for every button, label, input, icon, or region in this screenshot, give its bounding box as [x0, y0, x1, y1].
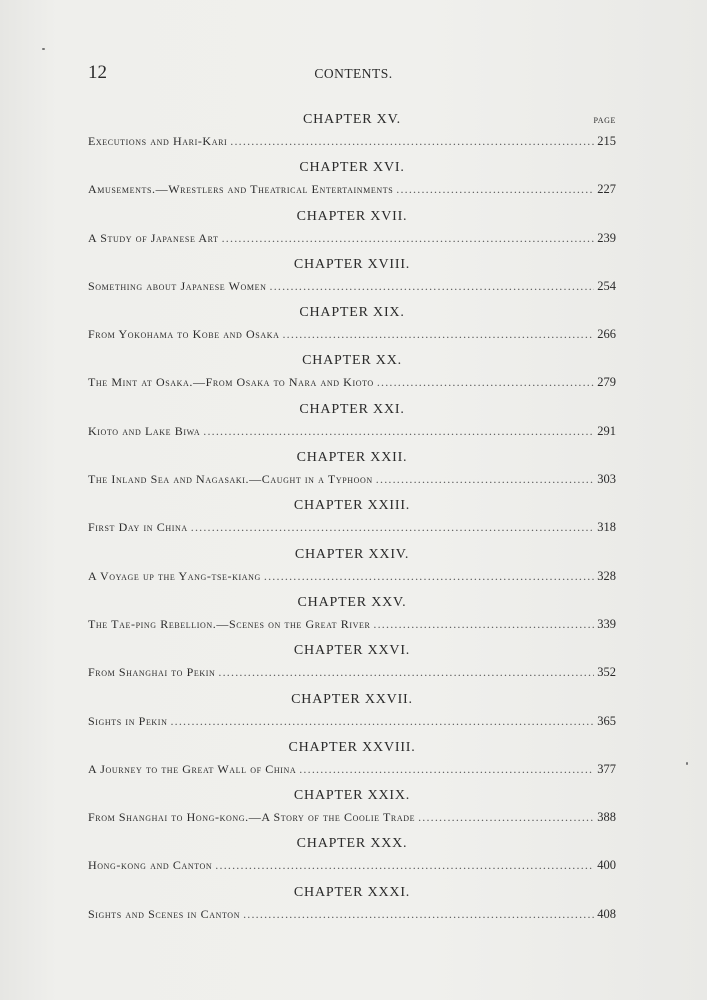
chapter-title: From Shanghai to Hong-kong.—A Story of the Coolie Trade — [88, 810, 416, 825]
chapter-heading: CHAPTER XVII. — [296, 208, 408, 224]
page-number: 12 — [88, 62, 107, 83]
toc-entry[interactable] — [88, 663, 616, 681]
chapter-heading: CHAPTER XXVIII. — [288, 739, 416, 755]
chapter-page-number: 377 — [597, 761, 616, 776]
toc-chapter — [88, 110, 616, 158]
toc-chapter — [88, 448, 616, 496]
dot-leader — [282, 325, 594, 343]
chapter-heading: CHAPTER XXIII. — [293, 498, 411, 514]
toc-chapter — [88, 738, 616, 786]
chapter-title: From Shanghai to Pekin — [88, 665, 216, 680]
toc-entry[interactable] — [88, 712, 616, 730]
chapter-heading: CHAPTER XVI. — [299, 160, 405, 176]
chapter-heading: CHAPTER XXI. — [299, 401, 405, 417]
chapter-page-number: 215 — [597, 134, 616, 148]
table-of-contents — [88, 110, 616, 931]
toc-chapter — [88, 496, 616, 544]
chapter-page-number: 291 — [597, 423, 616, 438]
toc-chapter — [88, 593, 616, 641]
chapter-title: Kioto and Lake Biwa — [88, 423, 201, 438]
chapter-heading: CHAPTER XXIV. — [294, 546, 410, 562]
toc-chapter — [88, 351, 616, 399]
chapter-title: Hong-kong and Canton — [88, 858, 213, 873]
chapter-title: From Yokohama to Kobe and Osaka — [88, 327, 280, 342]
chapter-page-number: 279 — [597, 375, 616, 390]
toc-chapter — [88, 207, 616, 255]
toc-entry[interactable] — [88, 808, 616, 826]
dot-leader — [377, 373, 594, 391]
chapter-title: A Journey to the Great Wall of China — [88, 761, 297, 776]
chapter-heading: CHAPTER XXXI. — [293, 884, 411, 900]
chapter-title: Amusements.—Wrestlers and Theatrical Entertainments — [88, 182, 394, 197]
chapter-title: The Mint at Osaka.—From Osaka to Nara and Kioto — [88, 375, 374, 390]
toc-entry[interactable] — [88, 180, 616, 198]
toc-chapter — [88, 158, 616, 206]
toc-chapter — [88, 641, 616, 689]
toc-chapter — [88, 255, 616, 303]
chapter-heading: CHAPTER XXVII. — [291, 691, 413, 707]
chapter-page-number: 266 — [597, 327, 616, 342]
dot-leader — [418, 808, 594, 826]
toc-entry[interactable] — [88, 856, 616, 874]
running-head: CONTENTS. — [314, 66, 393, 81]
dot-leader — [170, 712, 594, 730]
toc-entry[interactable] — [88, 229, 616, 247]
chapter-title: The Inland Sea and Nagasaki.—Caught in a Typhoon — [88, 472, 373, 487]
chapter-title: Sights in Pekin — [88, 713, 168, 728]
dot-leader — [396, 180, 594, 198]
toc-chapter — [88, 545, 616, 593]
chapter-heading: CHAPTER XXII. — [296, 450, 408, 466]
page-column-label: PAGE — [593, 116, 616, 125]
toc-entry[interactable] — [88, 470, 616, 488]
chapter-title: The Tae-ping Rebellion.—Scenes on the Great River — [88, 616, 371, 631]
toc-entry[interactable] — [88, 615, 616, 633]
chapter-page-number: 227 — [597, 182, 616, 197]
toc-entry[interactable] — [88, 277, 616, 295]
chapter-heading: CHAPTER XX. — [302, 353, 402, 369]
dot-leader — [270, 277, 595, 295]
chapter-heading: CHAPTER XXIX. — [293, 788, 411, 804]
chapter-heading: CHAPTER XVIII. — [293, 256, 411, 272]
chapter-title: A Study of Japanese Art — [88, 230, 219, 245]
dot-leader — [191, 518, 595, 536]
toc-entry[interactable] — [88, 567, 616, 585]
chapter-page-number: 239 — [597, 230, 616, 245]
chapter-title: First Day in China — [88, 520, 188, 535]
toc-chapter — [88, 786, 616, 834]
chapter-heading: CHAPTER XXX. — [296, 836, 408, 852]
dot-leader — [373, 615, 594, 633]
toc-entry[interactable] — [88, 518, 616, 536]
toc-entry[interactable] — [88, 422, 616, 440]
dot-leader — [218, 663, 594, 681]
chapter-page-number: 408 — [597, 906, 616, 921]
toc-chapter — [88, 834, 616, 882]
chapter-page-number: 400 — [597, 858, 616, 873]
toc-entry[interactable] — [88, 905, 616, 923]
chapter-title: Something about Japanese Women — [88, 278, 267, 293]
chapter-title: Sights and Scenes in Canton — [88, 906, 241, 921]
page-header — [0, 62, 707, 86]
chapter-page-number: 303 — [597, 472, 616, 487]
chapter-page-number: 388 — [597, 810, 616, 825]
dot-leader — [264, 567, 594, 585]
dot-leader — [215, 856, 594, 874]
chapter-heading: CHAPTER XV. — [302, 112, 401, 127]
dot-leader — [230, 132, 594, 150]
dot-leader — [243, 905, 594, 923]
toc-chapter — [88, 690, 616, 738]
dot-leader — [203, 422, 594, 440]
toc-chapter — [88, 303, 616, 351]
chapter-page-number: 254 — [597, 278, 616, 293]
ink-speck — [686, 762, 688, 765]
chapter-page-number: 318 — [597, 520, 616, 535]
toc-chapter — [88, 400, 616, 448]
toc-chapter — [88, 883, 616, 931]
ink-speck — [42, 48, 45, 50]
chapter-page-number: 339 — [597, 616, 616, 631]
chapter-title: Executions and Hari-Kari — [88, 134, 228, 148]
chapter-heading: CHAPTER XXVI. — [293, 643, 411, 659]
toc-entry[interactable] — [88, 325, 616, 343]
toc-entry[interactable] — [88, 760, 616, 778]
dot-leader — [299, 760, 594, 778]
toc-entry[interactable] — [88, 132, 616, 150]
chapter-heading: CHAPTER XIX. — [299, 305, 405, 321]
chapter-heading: CHAPTER XXV. — [297, 594, 407, 610]
chapter-title: A Voyage up the Yang-tse-kiang — [88, 568, 261, 583]
dot-leader — [222, 229, 595, 247]
toc-entry[interactable] — [88, 373, 616, 391]
chapter-page-number: 328 — [597, 568, 616, 583]
chapter-page-number: 365 — [597, 713, 616, 728]
dot-leader — [376, 470, 594, 488]
chapter-page-number: 352 — [597, 665, 616, 680]
